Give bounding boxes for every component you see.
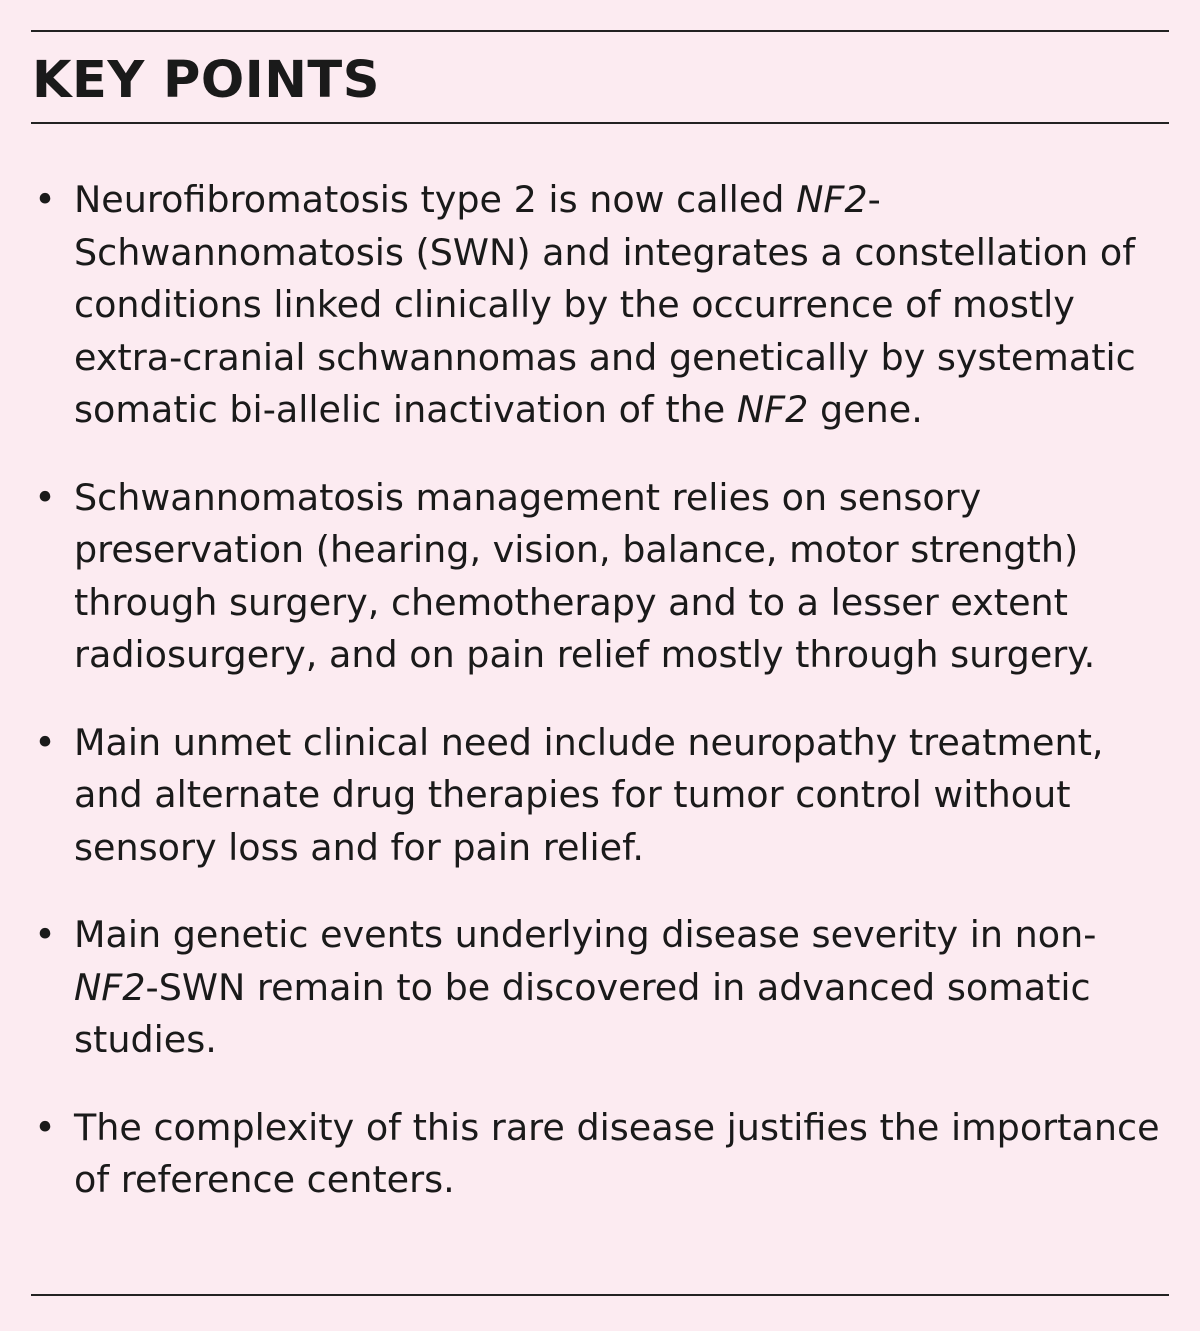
key-point-2 — [30, 472, 1170, 682]
bullet-icon: • — [34, 1105, 56, 1149]
key-point-3 — [30, 717, 1170, 875]
bullet-icon: • — [34, 720, 56, 764]
top-divider — [31, 30, 1169, 32]
key-point-5 — [30, 1102, 1170, 1207]
bullet-icon: • — [34, 475, 56, 519]
key-points-title: KEY POINTS — [32, 51, 380, 110]
key-point-4-text: Main genetic events underlying disease severity in non-NF2-SWN remain to be discovered in advanced somatic studies. — [74, 913, 1097, 1061]
bottom-divider — [31, 1294, 1169, 1296]
title-divider — [31, 122, 1169, 124]
bullet-icon: • — [34, 178, 56, 221]
key-point-1-text: Neurofibromatosis type 2 is now called NF2-Schwannomatosis (SWN) and integrates a constellation of conditions linked clinically by the occurrence of mostly extra-cranial schwannomas and genetically by systematic somatic bi-allelic inactivation of the NF2 gene. — [74, 178, 1136, 431]
key-point-4 — [30, 909, 1170, 1067]
key-point-1 — [30, 174, 1170, 437]
key-point-5-text: The complexity of this rare disease justifies the importance of reference centers. — [74, 1105, 1160, 1201]
bullet-icon: • — [34, 913, 56, 956]
key-point-3-text: Main unmet clinical need include neuropathy treatment, and alternate drug therapies for tumor control without sensory loss and for pain relief. — [74, 720, 1104, 869]
key-points-list — [30, 174, 1170, 1242]
key-point-2-text: Schwannomatosis management relies on sensory preservation (hearing, vision, balance, motor strength) through surgery, chemotherapy and to a lesser extent radiosurgery, and on pain relief mostly through surgery. — [74, 475, 1096, 676]
